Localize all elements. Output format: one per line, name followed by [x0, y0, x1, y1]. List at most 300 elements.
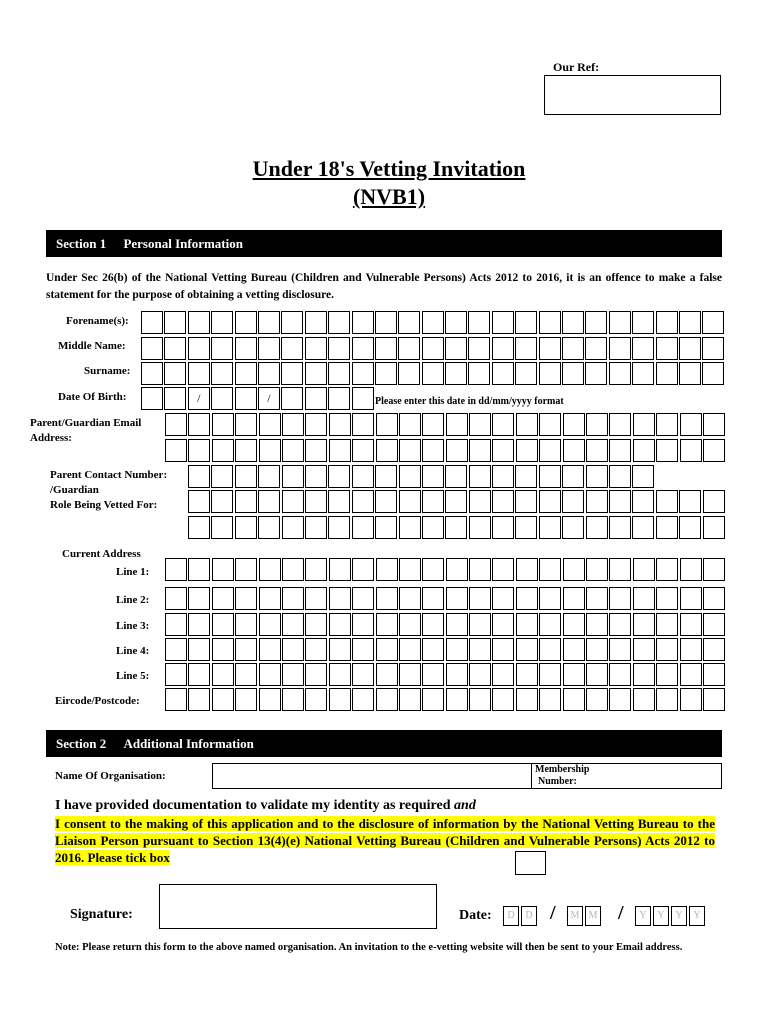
char-cell[interactable] — [305, 663, 327, 686]
char-cell[interactable] — [352, 638, 374, 661]
char-cell[interactable] — [446, 613, 468, 636]
char-cell[interactable] — [468, 311, 490, 334]
char-cell[interactable] — [445, 311, 467, 334]
char-cell[interactable] — [328, 465, 350, 488]
char-cell[interactable] — [398, 337, 420, 360]
char-cell[interactable] — [445, 516, 467, 539]
char-cell[interactable] — [352, 413, 374, 436]
char-cell[interactable] — [562, 516, 584, 539]
char-cell[interactable] — [352, 362, 374, 385]
char-cell[interactable] — [422, 516, 444, 539]
char-cell[interactable] — [445, 490, 467, 513]
char-cell[interactable] — [305, 613, 327, 636]
char-cell[interactable] — [516, 439, 538, 462]
char-cell[interactable] — [235, 465, 257, 488]
char-cell[interactable] — [492, 638, 514, 661]
char-cell[interactable] — [165, 663, 187, 686]
char-cell[interactable] — [563, 688, 585, 711]
char-cell[interactable] — [563, 663, 585, 686]
char-cell[interactable] — [188, 516, 210, 539]
char-cell[interactable] — [375, 516, 397, 539]
char-cell[interactable] — [212, 613, 234, 636]
char-cell[interactable] — [656, 362, 678, 385]
char-cell[interactable] — [422, 439, 444, 462]
char-cell[interactable] — [376, 439, 398, 462]
char-cell[interactable] — [609, 688, 631, 711]
char-cell[interactable] — [469, 688, 491, 711]
char-cell[interactable] — [211, 465, 233, 488]
char-cell[interactable] — [258, 490, 280, 513]
char-cell[interactable] — [539, 688, 561, 711]
char-cell[interactable] — [656, 516, 678, 539]
char-cell[interactable] — [703, 613, 725, 636]
char-cell[interactable] — [609, 587, 631, 610]
forename-cells[interactable] — [141, 311, 726, 334]
char-cell[interactable] — [516, 613, 538, 636]
char-cell[interactable] — [259, 439, 281, 462]
char-cell[interactable] — [376, 613, 398, 636]
char-cell[interactable] — [609, 439, 631, 462]
char-cell[interactable] — [164, 337, 186, 360]
char-cell[interactable] — [679, 311, 701, 334]
char-cell[interactable] — [235, 663, 257, 686]
char-cell[interactable] — [235, 490, 257, 513]
char-cell[interactable] — [702, 337, 724, 360]
char-cell[interactable] — [656, 337, 678, 360]
eircode-cells[interactable] — [165, 688, 726, 711]
char-cell[interactable] — [352, 465, 374, 488]
char-cell[interactable] — [352, 311, 374, 334]
signature-field[interactable] — [159, 884, 437, 929]
char-cell[interactable] — [188, 490, 210, 513]
char-cell[interactable] — [632, 311, 654, 334]
char-cell[interactable] — [375, 465, 397, 488]
char-cell[interactable] — [188, 465, 210, 488]
char-cell[interactable] — [212, 587, 234, 610]
date-year-cell[interactable]: Y — [671, 906, 687, 926]
date-year-cell[interactable]: Y — [653, 906, 669, 926]
char-cell[interactable] — [212, 663, 234, 686]
char-cell[interactable] — [633, 688, 655, 711]
char-cell[interactable] — [212, 688, 234, 711]
char-cell[interactable] — [633, 613, 655, 636]
char-cell[interactable] — [399, 558, 421, 581]
char-cell[interactable] — [258, 516, 280, 539]
char-cell[interactable] — [656, 439, 678, 462]
char-cell[interactable] — [539, 638, 561, 661]
char-cell[interactable] — [376, 688, 398, 711]
char-cell[interactable] — [188, 663, 210, 686]
char-cell[interactable] — [633, 663, 655, 686]
char-cell[interactable] — [235, 413, 257, 436]
char-cell[interactable] — [586, 688, 608, 711]
char-cell[interactable] — [305, 490, 327, 513]
surname-cells[interactable] — [141, 362, 726, 385]
char-cell[interactable] — [211, 311, 233, 334]
char-cell[interactable] — [469, 490, 491, 513]
char-cell[interactable] — [679, 516, 701, 539]
char-cell[interactable] — [656, 663, 678, 686]
char-cell[interactable] — [609, 465, 631, 488]
char-cell[interactable] — [259, 587, 281, 610]
char-cell[interactable] — [258, 387, 280, 410]
char-cell[interactable] — [680, 688, 702, 711]
our-ref-field[interactable] — [544, 75, 721, 115]
char-cell[interactable] — [469, 558, 491, 581]
char-cell[interactable] — [328, 311, 350, 334]
char-cell[interactable] — [703, 587, 725, 610]
char-cell[interactable] — [609, 362, 631, 385]
char-cell[interactable] — [585, 311, 607, 334]
char-cell[interactable] — [633, 558, 655, 581]
char-cell[interactable] — [235, 516, 257, 539]
char-cell[interactable] — [492, 587, 514, 610]
char-cell[interactable] — [586, 465, 608, 488]
char-cell[interactable] — [305, 638, 327, 661]
char-cell[interactable] — [282, 688, 304, 711]
char-cell[interactable] — [586, 638, 608, 661]
char-cell[interactable] — [259, 688, 281, 711]
char-cell[interactable] — [258, 311, 280, 334]
char-cell[interactable] — [399, 613, 421, 636]
char-cell[interactable] — [492, 362, 514, 385]
char-cell[interactable] — [282, 490, 304, 513]
char-cell[interactable] — [539, 439, 561, 462]
char-cell[interactable] — [586, 558, 608, 581]
char-cell[interactable] — [211, 387, 233, 410]
char-cell[interactable] — [235, 558, 257, 581]
char-cell[interactable] — [188, 362, 210, 385]
date-day-cell[interactable]: D — [503, 906, 519, 926]
char-cell[interactable] — [609, 516, 631, 539]
char-cell[interactable] — [680, 413, 702, 436]
char-cell[interactable] — [446, 587, 468, 610]
char-cell[interactable] — [211, 337, 233, 360]
address-line3-cells[interactable] — [165, 613, 726, 636]
char-cell[interactable] — [422, 613, 444, 636]
char-cell[interactable] — [422, 465, 444, 488]
char-cell[interactable] — [702, 311, 724, 334]
phone-cells[interactable] — [188, 465, 656, 488]
char-cell[interactable] — [539, 465, 561, 488]
char-cell[interactable] — [585, 362, 607, 385]
char-cell[interactable] — [188, 587, 210, 610]
char-cell[interactable] — [422, 587, 444, 610]
char-cell[interactable] — [516, 587, 538, 610]
char-cell[interactable] — [399, 439, 421, 462]
char-cell[interactable] — [164, 362, 186, 385]
char-cell[interactable] — [258, 337, 280, 360]
char-cell[interactable] — [259, 663, 281, 686]
char-cell[interactable] — [492, 413, 514, 436]
char-cell[interactable] — [656, 613, 678, 636]
char-cell[interactable] — [235, 311, 257, 334]
char-cell[interactable] — [469, 516, 491, 539]
char-cell[interactable] — [446, 558, 468, 581]
char-cell[interactable] — [703, 516, 725, 539]
char-cell[interactable] — [445, 337, 467, 360]
char-cell[interactable] — [259, 413, 281, 436]
char-cell[interactable] — [329, 439, 351, 462]
char-cell[interactable] — [446, 663, 468, 686]
char-cell[interactable] — [282, 558, 304, 581]
char-cell[interactable] — [164, 387, 186, 410]
char-cell[interactable] — [679, 362, 701, 385]
char-cell[interactable] — [422, 362, 444, 385]
char-cell[interactable] — [212, 638, 234, 661]
char-cell[interactable] — [399, 516, 421, 539]
char-cell[interactable] — [585, 337, 607, 360]
char-cell[interactable] — [212, 558, 234, 581]
char-cell[interactable] — [165, 558, 187, 581]
char-cell[interactable] — [141, 337, 163, 360]
char-cell[interactable] — [516, 638, 538, 661]
char-cell[interactable] — [376, 558, 398, 581]
char-cell[interactable] — [188, 337, 210, 360]
char-cell[interactable] — [609, 613, 631, 636]
char-cell[interactable] — [258, 465, 280, 488]
char-cell[interactable] — [562, 362, 584, 385]
char-cell[interactable] — [399, 663, 421, 686]
char-cell[interactable] — [492, 516, 514, 539]
char-cell[interactable] — [329, 558, 351, 581]
char-cell[interactable] — [539, 663, 561, 686]
char-cell[interactable] — [352, 516, 374, 539]
char-cell[interactable] — [563, 413, 585, 436]
char-cell[interactable] — [562, 465, 584, 488]
char-cell[interactable] — [259, 613, 281, 636]
char-cell[interactable] — [492, 439, 514, 462]
char-cell[interactable] — [328, 362, 350, 385]
date-year-cell[interactable]: Y — [689, 906, 705, 926]
char-cell[interactable] — [656, 688, 678, 711]
char-cell[interactable] — [563, 587, 585, 610]
char-cell[interactable] — [188, 413, 210, 436]
char-cell[interactable] — [305, 587, 327, 610]
char-cell[interactable] — [703, 558, 725, 581]
char-cell[interactable] — [656, 413, 678, 436]
char-cell[interactable] — [329, 638, 351, 661]
char-cell[interactable] — [633, 638, 655, 661]
char-cell[interactable] — [609, 663, 631, 686]
char-cell[interactable] — [492, 490, 514, 513]
char-cell[interactable] — [562, 337, 584, 360]
char-cell[interactable] — [188, 387, 210, 410]
char-cell[interactable] — [282, 413, 304, 436]
char-cell[interactable] — [516, 663, 538, 686]
char-cell[interactable] — [562, 490, 584, 513]
char-cell[interactable] — [352, 688, 374, 711]
char-cell[interactable] — [399, 638, 421, 661]
char-cell[interactable] — [563, 638, 585, 661]
char-cell[interactable] — [492, 663, 514, 686]
char-cell[interactable] — [656, 490, 678, 513]
date-day-cell[interactable]: D — [521, 906, 537, 926]
char-cell[interactable] — [680, 638, 702, 661]
char-cell[interactable] — [165, 638, 187, 661]
char-cell[interactable] — [376, 413, 398, 436]
role-cells-row1[interactable] — [188, 490, 726, 513]
char-cell[interactable] — [352, 613, 374, 636]
char-cell[interactable] — [281, 362, 303, 385]
char-cell[interactable] — [375, 337, 397, 360]
char-cell[interactable] — [328, 387, 350, 410]
char-cell[interactable] — [469, 439, 491, 462]
char-cell[interactable] — [656, 638, 678, 661]
char-cell[interactable] — [329, 663, 351, 686]
char-cell[interactable] — [399, 688, 421, 711]
char-cell[interactable] — [515, 490, 537, 513]
char-cell[interactable] — [539, 490, 561, 513]
char-cell[interactable] — [539, 613, 561, 636]
char-cell[interactable] — [282, 638, 304, 661]
role-cells-row2[interactable] — [188, 516, 726, 539]
char-cell[interactable] — [328, 337, 350, 360]
char-cell[interactable] — [282, 465, 304, 488]
char-cell[interactable] — [212, 413, 234, 436]
char-cell[interactable] — [235, 587, 257, 610]
char-cell[interactable] — [446, 439, 468, 462]
char-cell[interactable] — [539, 516, 561, 539]
char-cell[interactable] — [422, 558, 444, 581]
char-cell[interactable] — [165, 613, 187, 636]
char-cell[interactable] — [188, 311, 210, 334]
char-cell[interactable] — [539, 558, 561, 581]
char-cell[interactable] — [468, 337, 490, 360]
date-month-cells[interactable] — [567, 906, 603, 926]
char-cell[interactable] — [352, 490, 374, 513]
char-cell[interactable] — [235, 439, 257, 462]
char-cell[interactable] — [211, 362, 233, 385]
char-cell[interactable] — [632, 465, 654, 488]
char-cell[interactable] — [609, 490, 631, 513]
char-cell[interactable] — [445, 465, 467, 488]
char-cell[interactable] — [468, 362, 490, 385]
char-cell[interactable] — [469, 587, 491, 610]
char-cell[interactable] — [633, 413, 655, 436]
char-cell[interactable] — [235, 337, 257, 360]
char-cell[interactable] — [422, 663, 444, 686]
char-cell[interactable] — [563, 439, 585, 462]
char-cell[interactable] — [492, 613, 514, 636]
char-cell[interactable] — [703, 638, 725, 661]
char-cell[interactable] — [399, 413, 421, 436]
char-cell[interactable] — [258, 362, 280, 385]
char-cell[interactable] — [282, 663, 304, 686]
char-cell[interactable] — [632, 490, 654, 513]
char-cell[interactable] — [703, 490, 725, 513]
date-month-cell[interactable]: M — [585, 906, 601, 926]
char-cell[interactable] — [305, 311, 327, 334]
char-cell[interactable] — [422, 413, 444, 436]
char-cell[interactable] — [492, 558, 514, 581]
email-cells-row2[interactable] — [165, 439, 726, 462]
char-cell[interactable] — [165, 688, 187, 711]
date-year-cell[interactable]: Y — [635, 906, 651, 926]
char-cell[interactable] — [586, 490, 608, 513]
char-cell[interactable] — [235, 688, 257, 711]
char-cell[interactable] — [515, 516, 537, 539]
char-cell[interactable] — [515, 337, 537, 360]
char-cell[interactable] — [539, 413, 561, 436]
char-cell[interactable] — [632, 516, 654, 539]
char-cell[interactable] — [235, 613, 257, 636]
char-cell[interactable] — [188, 613, 210, 636]
char-cell[interactable] — [165, 587, 187, 610]
char-cell[interactable] — [680, 439, 702, 462]
char-cell[interactable] — [469, 663, 491, 686]
consent-tick-box[interactable] — [515, 851, 546, 875]
char-cell[interactable] — [469, 613, 491, 636]
char-cell[interactable] — [305, 688, 327, 711]
char-cell[interactable] — [375, 311, 397, 334]
char-cell[interactable] — [352, 587, 374, 610]
char-cell[interactable] — [281, 337, 303, 360]
char-cell[interactable] — [141, 362, 163, 385]
char-cell[interactable] — [352, 439, 374, 462]
char-cell[interactable] — [703, 663, 725, 686]
char-cell[interactable] — [235, 638, 257, 661]
char-cell[interactable] — [329, 413, 351, 436]
char-cell[interactable] — [282, 587, 304, 610]
char-cell[interactable] — [305, 387, 327, 410]
char-cell[interactable] — [680, 558, 702, 581]
date-day-cells[interactable] — [503, 906, 539, 926]
char-cell[interactable] — [703, 413, 725, 436]
email-cells-row1[interactable] — [165, 413, 726, 436]
char-cell[interactable] — [563, 613, 585, 636]
char-cell[interactable] — [516, 413, 538, 436]
char-cell[interactable] — [633, 439, 655, 462]
char-cell[interactable] — [515, 311, 537, 334]
char-cell[interactable] — [632, 362, 654, 385]
char-cell[interactable] — [539, 311, 561, 334]
char-cell[interactable] — [352, 558, 374, 581]
char-cell[interactable] — [165, 413, 187, 436]
char-cell[interactable] — [376, 587, 398, 610]
char-cell[interactable] — [445, 362, 467, 385]
char-cell[interactable] — [656, 587, 678, 610]
char-cell[interactable] — [352, 663, 374, 686]
char-cell[interactable] — [680, 613, 702, 636]
char-cell[interactable] — [492, 337, 514, 360]
char-cell[interactable] — [328, 516, 350, 539]
char-cell[interactable] — [563, 558, 585, 581]
char-cell[interactable] — [680, 587, 702, 610]
char-cell[interactable] — [492, 465, 514, 488]
char-cell[interactable] — [352, 337, 374, 360]
char-cell[interactable] — [422, 638, 444, 661]
char-cell[interactable] — [328, 490, 350, 513]
char-cell[interactable] — [399, 465, 421, 488]
char-cell[interactable] — [492, 688, 514, 711]
char-cell[interactable] — [609, 638, 631, 661]
char-cell[interactable] — [492, 311, 514, 334]
char-cell[interactable] — [375, 362, 397, 385]
char-cell[interactable] — [188, 558, 210, 581]
address-line4-cells[interactable] — [165, 638, 726, 661]
middle-name-cells[interactable] — [141, 337, 726, 360]
char-cell[interactable] — [586, 663, 608, 686]
char-cell[interactable] — [352, 387, 374, 410]
char-cell[interactable] — [422, 688, 444, 711]
char-cell[interactable] — [586, 516, 608, 539]
char-cell[interactable] — [235, 362, 257, 385]
char-cell[interactable] — [398, 311, 420, 334]
char-cell[interactable] — [212, 439, 234, 462]
char-cell[interactable] — [305, 558, 327, 581]
char-cell[interactable] — [446, 688, 468, 711]
